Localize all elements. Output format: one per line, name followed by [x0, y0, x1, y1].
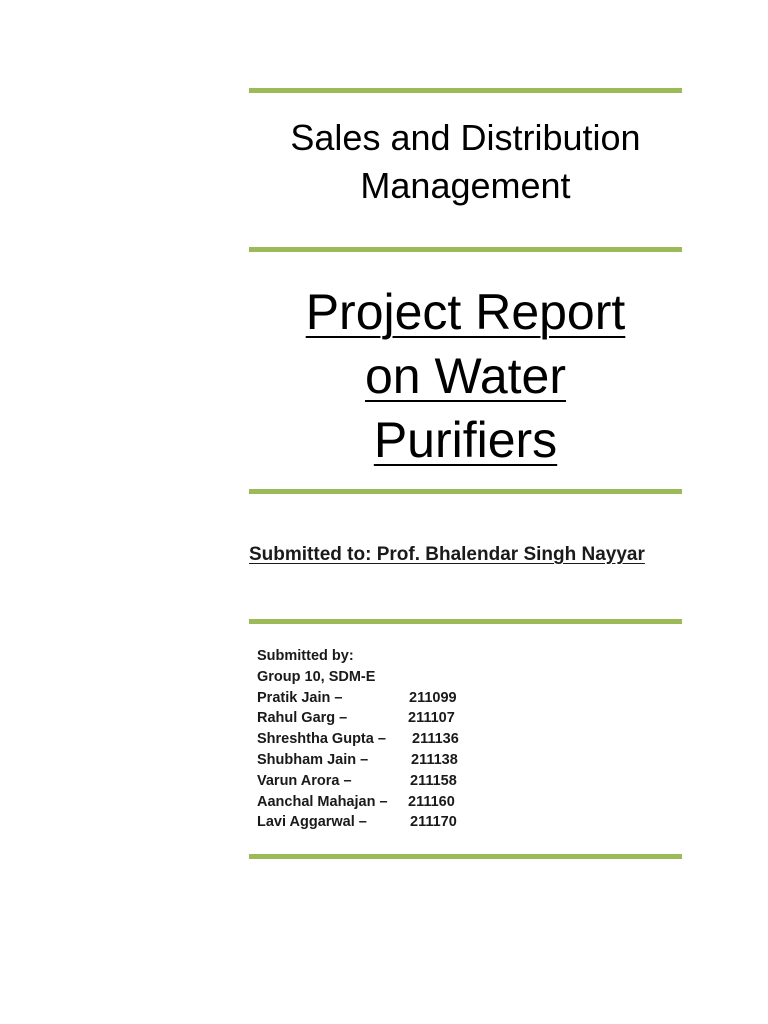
divider-rule	[249, 88, 682, 93]
divider-rule	[249, 489, 682, 494]
member-id: 211099	[409, 689, 457, 706]
course-title-line: Management	[360, 165, 571, 206]
divider-rule	[249, 854, 682, 859]
course-title-line: Sales and Distribution	[290, 117, 641, 158]
divider-rule	[249, 247, 682, 252]
member-id: 211158	[410, 772, 457, 789]
member-name: Lavi Aggarwal –	[257, 814, 367, 831]
member-row	[257, 729, 459, 750]
course-title	[249, 114, 682, 210]
group-label: Group 10, SDM-E	[257, 668, 376, 685]
member-row	[257, 750, 458, 771]
divider-rule	[249, 619, 682, 624]
member-name: Rahul Garg –	[257, 710, 348, 727]
member-name: Varun Arora –	[257, 772, 352, 789]
member-id: 211160	[408, 793, 455, 810]
member-row	[257, 708, 455, 729]
member-id: 211136	[412, 731, 459, 748]
member-name: Pratik Jain –	[257, 689, 343, 706]
report-title	[249, 280, 682, 472]
member-id: 211107	[408, 710, 455, 727]
submitted-by-block	[257, 646, 459, 833]
member-id: 211170	[410, 814, 457, 831]
report-title-line: on Water	[364, 348, 566, 404]
member-name: Aanchal Mahajan –	[257, 793, 388, 810]
member-name: Shreshtha Gupta –	[257, 731, 386, 748]
member-row	[257, 771, 457, 792]
report-title-line: Purifiers	[373, 412, 558, 468]
member-row	[257, 792, 455, 813]
member-row	[257, 688, 457, 709]
submitted-to: Submitted to: Prof. Bhalendar Singh Nayyar	[249, 544, 645, 565]
member-id: 211138	[411, 751, 458, 768]
member-name: Shubham Jain –	[257, 751, 369, 768]
member-row	[257, 812, 457, 833]
report-title-line: Project Report	[305, 284, 626, 340]
submitted-by-heading: Submitted by:	[257, 648, 354, 664]
